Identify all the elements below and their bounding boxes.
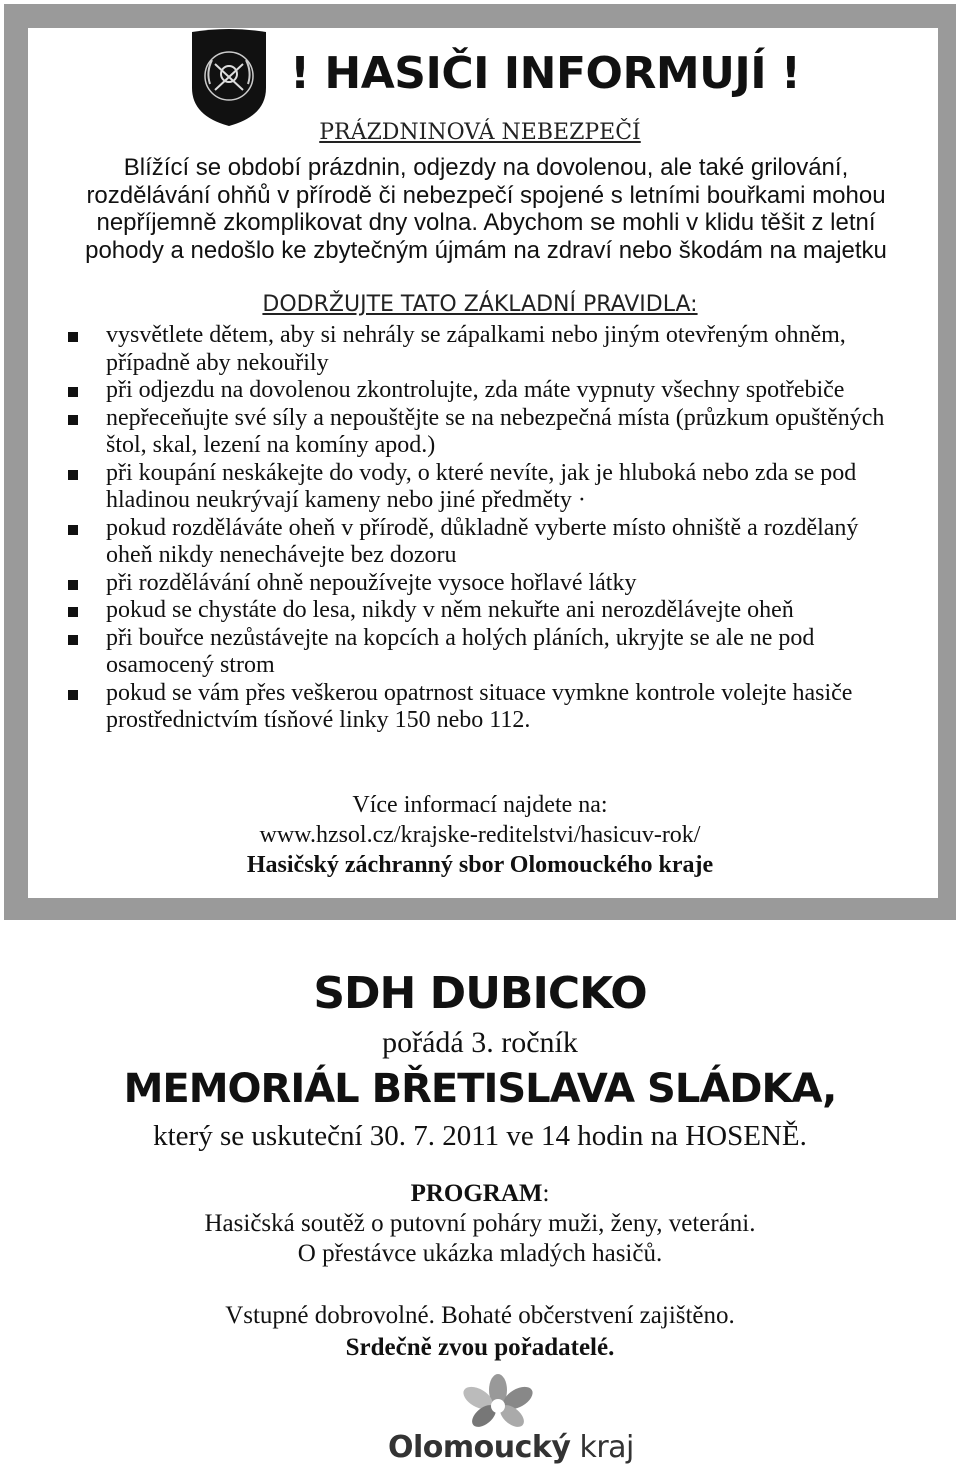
square-bullet-icon (68, 690, 78, 700)
square-bullet-icon (68, 387, 78, 397)
square-bullet-icon (68, 525, 78, 535)
event-subtitle: pořádá 3. ročník (382, 1026, 578, 1059)
program-label: PROGRAM (410, 1180, 543, 1207)
event-title: SDH DUBICKO (313, 968, 647, 1019)
rules-heading: DODRŽUJTE TATO ZÁKLADNÍ PRAVIDLA: (262, 292, 698, 317)
olomoucky-kraj-logo-text: Olomoucký kraj (388, 1430, 634, 1465)
fire-brigade-badge (190, 28, 268, 128)
event-date-line: který se uskuteční 30. 7. 2011 ve 14 hodin na HOSENĚ. (153, 1120, 807, 1152)
square-bullet-icon (68, 635, 78, 645)
rule-item: pokud se chystáte do lesa, nikdy v něm nekuřte ani nerozdělávejte oheň (66, 597, 906, 625)
square-bullet-icon (68, 607, 78, 617)
rule-item: pokud rozděláváte oheň v přírodě, důkladně vyberte místo ohniště a rozdělaný oheň nikdy nenechávejte bez dozoru (66, 515, 906, 570)
more-info (0, 790, 960, 880)
rule-item: při odjezdu na dovolenou zkontrolujte, zda máte vypnuty všechny spotřebiče (66, 377, 906, 405)
rule-item: pokud se vám přes veškerou opatrnost situace vymkne kontrole volejte hasiče prostřednictvím tísňové linky 150 nebo 112. (66, 680, 906, 735)
entry-line: Vstupné dobrovolné. Bohaté občerstvení zajištěno. (225, 1302, 735, 1329)
rules-list (66, 322, 906, 735)
square-bullet-icon (68, 415, 78, 425)
rule-item: při bouřce nezůstávejte na kopcích a holých pláních, ukryjte se ale ne pod osamocený strom (66, 625, 906, 680)
memorial-title: MEMORIÁL BŘETISLAVA SLÁDKA, (123, 1066, 837, 1112)
rule-item: při rozdělávání ohně nepoužívejte vysoce hořlavé látky (66, 570, 906, 598)
headline: ! HASIČI INFORMUJÍ ! (290, 48, 801, 99)
rule-item: vysvětlete dětem, aby si nehrály se zápalkami nebo jiným otevřeným ohněm, případně aby nekouřily (66, 322, 906, 377)
program-line-1: Hasičská soutěž o putovní poháry muži, ženy, veteráni. (204, 1210, 756, 1237)
section-title: PRÁZDNINOVÁ NEBEZPEČÍ (319, 120, 641, 145)
square-bullet-icon (68, 332, 78, 342)
square-bullet-icon (68, 580, 78, 590)
program-line-2: O přestávce ukázka mladých hasičů. (297, 1240, 663, 1267)
intro-paragraph: Blížící se období prázdnin, odjezdy na dovolenou, ale také grilování, rozdělávání ohňů v přírodě či nebezpečí spojené s letními bouřkami mohou nepříjemně zkomplikovat dny volna. Abychom se mohli v klidu těšit z letní pohody a nedošlo ke zbytečným újmám na zdraví nebo škodám na majetku (85, 154, 887, 264)
info-org: Hasičský záchranný sbor Olomouckého kraje (246, 852, 714, 878)
info-lead: Více informací najdete na: (352, 792, 608, 818)
rule-item: nepřeceňujte své síly a nepouštějte se na nebezpečná místa (průzkum opuštěných štol, skal, lezení na komíny apod.) (66, 405, 906, 460)
invite-line: Srdečně zvou pořadatelé. (345, 1334, 615, 1361)
program-heading: PROGRAM: (410, 1180, 550, 1207)
rule-item: při koupání neskákejte do vody, o které nevíte, jak je hluboká nebo zda se pod hladinou neukrývají kameny nebo jiné předměty · (66, 460, 906, 515)
square-bullet-icon (68, 470, 78, 480)
info-url: www.hzsol.cz/krajske-reditelstvi/hasicuv-rok/ (259, 822, 701, 848)
